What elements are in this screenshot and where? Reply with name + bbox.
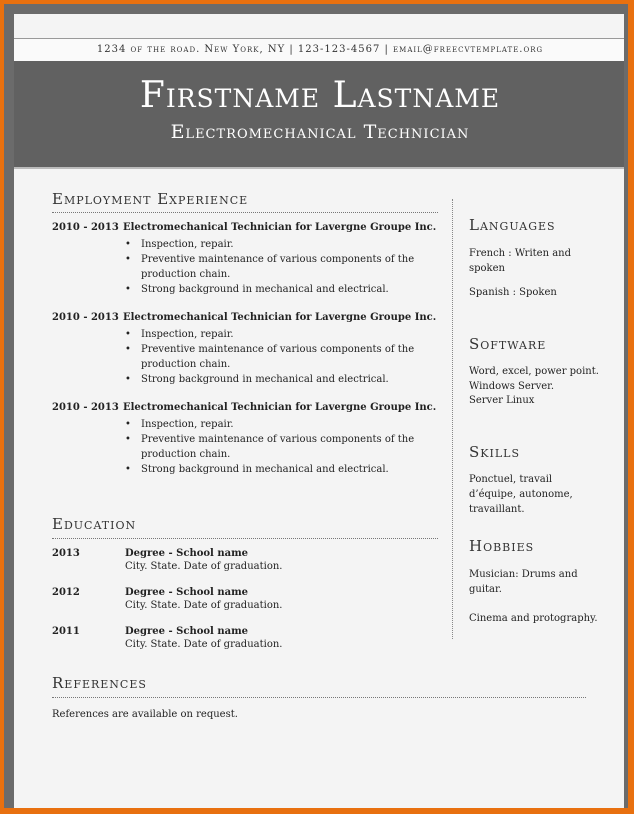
education-location: City. State. Date of graduation. (125, 561, 283, 572)
software-item: Windows Server. (469, 381, 555, 392)
education-degree: Degree - School name (125, 548, 249, 559)
header-banner (14, 61, 624, 167)
job-role: Electromechanical Technician for Lavergne Groupe Inc. (123, 312, 437, 323)
references-heading: References (52, 674, 147, 692)
education-year: 2011 (52, 626, 80, 637)
education-degree: Degree - School name (125, 626, 249, 637)
resume-page (14, 14, 624, 808)
job-dates: 2010 - 2013 (52, 312, 119, 323)
job-entry (52, 222, 442, 302)
education-year: 2013 (52, 548, 80, 559)
job-role: Electromechanical Technician for Lavergne Groupe Inc. (123, 402, 437, 413)
education-degree: Degree - School name (125, 587, 249, 598)
hobby-item: Musician: Drums and guitar. (469, 569, 578, 595)
job-bullets (123, 417, 443, 477)
job-bullet: • Preventive maintenance of various components of the production chain. (123, 342, 443, 372)
references-text: References are available on request. (52, 709, 238, 720)
education-entry (52, 626, 432, 656)
job-role: Electromechanical Technician for Lavergne Groupe Inc. (123, 222, 437, 233)
job-bullets (123, 327, 443, 387)
job-bullet: • Strong background in mechanical and electrical. (123, 282, 443, 297)
column-divider (452, 199, 453, 639)
job-bullet: • Inspection, repair. (123, 237, 443, 252)
candidate-title: Electromechanical Technician (170, 121, 470, 143)
job-bullet: • Preventive maintenance of various components of the production chain. (123, 432, 443, 462)
job-entry (52, 402, 442, 482)
resume-frame (4, 4, 628, 808)
software-item: Word, excel, power point. (469, 366, 599, 377)
job-bullet: • Strong background in mechanical and electrical. (123, 372, 443, 387)
candidate-name: Firstname Lastname (139, 75, 501, 116)
job-bullet: • Inspection, repair. (123, 417, 443, 432)
job-bullet: • Strong background in mechanical and electrical. (123, 462, 443, 477)
education-entry (52, 548, 432, 578)
hobby-item: Cinema and protography. (469, 613, 598, 624)
education-rule (52, 538, 438, 539)
contact-bar: 1234 of the road. New York, NY | 123-123-4567 | email@freecvtemplate.org (14, 38, 624, 62)
education-location: City. State. Date of graduation. (125, 600, 283, 611)
job-entry (52, 312, 442, 392)
languages-heading: Languages (469, 216, 556, 234)
education-heading: Education (52, 515, 137, 533)
job-bullet: • Inspection, repair. (123, 327, 443, 342)
language-item: Spanish : Spoken (469, 287, 557, 298)
references-rule (52, 697, 586, 698)
software-heading: Software (469, 335, 547, 353)
employment-heading: Employment Experience (52, 190, 249, 208)
skills-text: Ponctuel, travail d’équipe, autonome, travaillant. (469, 474, 573, 515)
banner-divider (14, 167, 624, 169)
job-dates: 2010 - 2013 (52, 222, 119, 233)
education-year: 2012 (52, 587, 80, 598)
job-bullet: • Preventive maintenance of various components of the production chain. (123, 252, 443, 282)
software-item: Server Linux (469, 395, 535, 406)
job-dates: 2010 - 2013 (52, 402, 119, 413)
skills-heading: Skills (469, 443, 520, 461)
language-item: French : Writen and spoken (469, 248, 572, 274)
job-bullets (123, 237, 443, 297)
education-entry (52, 587, 432, 617)
education-location: City. State. Date of graduation. (125, 639, 283, 650)
employment-rule (52, 212, 438, 213)
hobbies-heading: Hobbies (469, 537, 535, 555)
